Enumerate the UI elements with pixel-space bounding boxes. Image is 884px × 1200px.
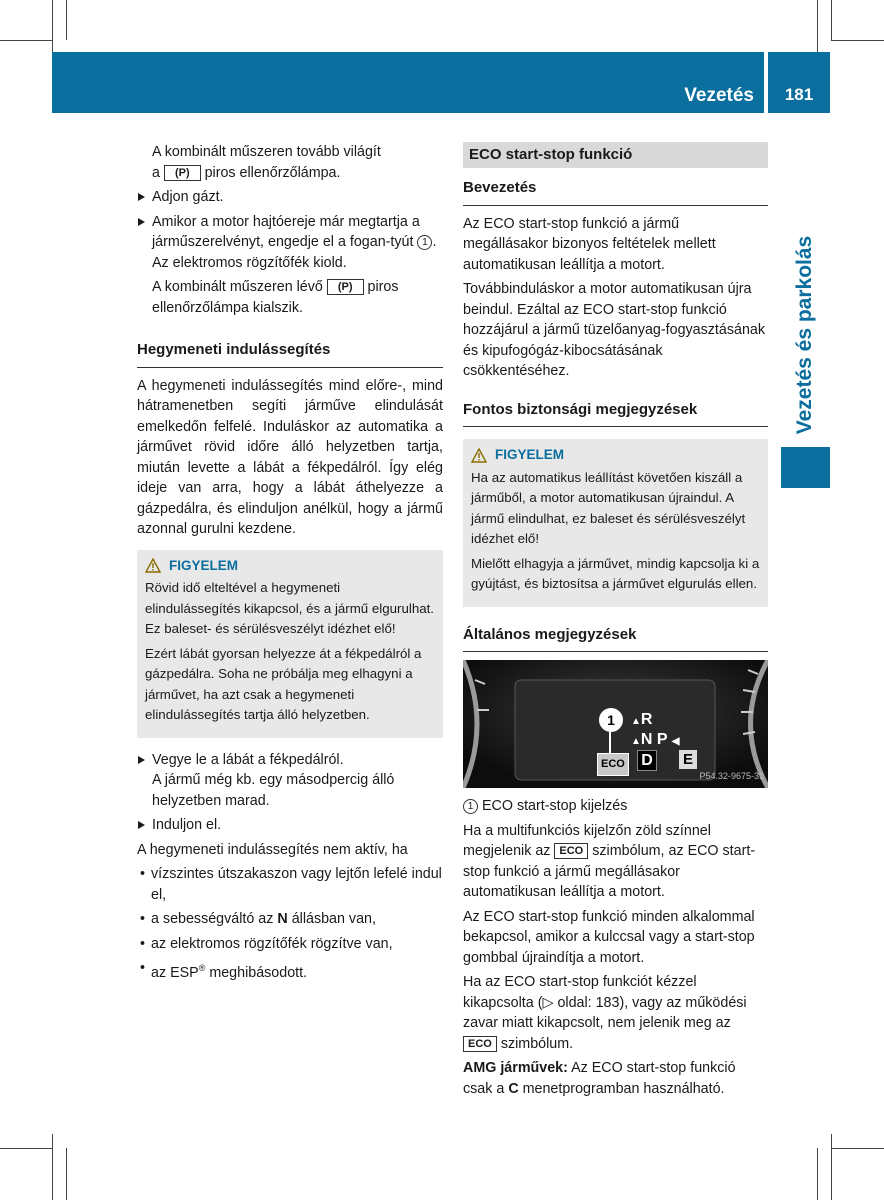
list-item: • vízszintes útszakaszon vagy lejtőn lefelé indul el, [137,864,443,905]
warning-text: Ezért lábát gyorsan helyezze át a fékpedálról a gázpedálra. Soha ne próbálja meg elhagyni a járművet, ha azt csak a hegymeneti elindulássegítés tartja álló helyzetben. [145,645,422,722]
text: Az ECO start-stop funkció csak a [463,1060,736,1097]
text: A kombinált műszeren tovább világít [152,144,381,160]
eco-symbol-icon: ECO [463,1036,497,1052]
header-bar [52,52,764,113]
paragraph: Az ECO start-stop funkció minden alkalommal bekapcsol, amikor a kulccsal vagy a start-stop gombbal újraindítja a motort. [463,908,755,966]
heading-safety: Fontos biztonsági megjegyzések [463,400,768,428]
heading-general: Általános megjegyzések [463,625,768,653]
gear-r: ▲R [631,711,653,728]
crop-mark [0,1148,52,1149]
text: AMG járművek: [463,1060,568,1076]
gear-d-indicator: D [637,750,657,771]
text: N [277,911,288,927]
right-column [463,142,768,1103]
step-item: Adjon gázt. [137,187,443,208]
crop-mark [52,0,53,52]
paragraph: Az ECO start-stop funkció a jármű megállásakor bizonyos feltételek mellett automatikusan leállítja a motort. [463,215,716,273]
callout-1-icon: 1 [463,799,478,814]
text: az ESP [151,964,199,981]
figure-code: P54.32-9675-31 [699,770,764,781]
paragraph [137,142,443,183]
text: piros ellenőrzőlámpa kialszik. [152,279,399,316]
crop-mark [66,0,67,40]
warning-triangle-icon [145,558,161,573]
crop-mark [66,1148,67,1200]
paragraph: A hegymeneti indulássegítés nem aktív, ha [137,841,408,858]
text: menetprogramban használható. [522,1080,725,1097]
text: a sebességváltó az [151,911,274,927]
page-number: 181 [784,85,814,104]
text: oldal: 183), vagy az működési zavar miatt kikapcsolt, nem jelenik meg az [463,994,747,1031]
warning-title [471,445,760,466]
parking-brake-lamp-icon: (P) [327,279,364,295]
crop-mark [817,0,818,52]
crop-mark [831,0,832,40]
gear-n-p: ▲N P ◀ [631,731,680,748]
text: Amikor a motor hajtóereje már megtartja a járműszerelvényt, engedje el a fogan-tyút [152,213,420,250]
text: szimbólum. [500,1035,574,1052]
text: Ha az ECO start-stop funkciót kézzel kikapcsolta ( [463,974,697,1011]
paragraph: A hegymeneti indulássegítés mind előre-, mind hátramenetben segíti járműve elindulását emelkedőn felfelé. Induláskor az automatika a járművet rövid időre álló helyzetben tartja, miután levette a lábát a fékpedálról. Így elég ideje van arra, hogy a lábát áthelyezze a gázpedálra, és elinduljon anélkül, hogy a jármű azonnal gurulni kezdene. [137,377,443,537]
text: C [508,1080,519,1097]
paragraph [463,821,768,903]
text: FIGYELEM [169,557,239,573]
text: ® [198,963,206,973]
text: A kombinált műszeren lévő [152,279,323,295]
list-item [137,909,443,930]
paragraph [137,277,443,318]
text: FIGYELEM [495,447,565,462]
heading-intro: Bevezetés [463,178,768,206]
side-section-label: Vezetés és parkolás [793,235,816,435]
parking-brake-lamp-icon: (P) [164,165,201,181]
instrument-cluster-figure [463,660,768,788]
warning-text: Rövid idő elteltével a hegymeneti elindulássegítés kikapcsol, és a jármű elgurulhat. Ez baleset- és sérülésveszélyt idézhet elő! [145,580,434,636]
text: meghibásodott. [209,964,308,981]
crop-mark [52,1134,53,1200]
text: piros ellenőrzőlámpa. [204,164,341,181]
crop-mark [831,1134,832,1200]
left-column [137,142,443,987]
text: szimbólum, az ECO start-stop funkció a jármű megállásakor automatikusan leállítja a motort. [463,843,756,900]
warning-box [463,439,768,607]
text: Az elektromos rögzítőfék kiold. [152,254,347,271]
text: Vegye le a lábát a fékpedálról. [152,751,344,768]
warning-title [145,556,435,577]
eco-symbol-icon: ECO [554,843,588,859]
text: A jármű még kb. egy másodpercig álló helyzetben marad. [152,772,395,809]
crop-mark [831,1148,884,1149]
step-item: Induljon el. [137,815,443,836]
text: Ha a multifunkciós kijelzőn zöld színnel megjelenik az [463,822,711,859]
callout-1-icon: 1 [417,235,432,250]
step-item [137,750,443,812]
warning-text: Mielőtt elhagyja a járművet, mindig kapcsolja ki a gyújtást, és biztosítsa a járművet elgurulás ellen. [471,555,760,591]
section-title-bar: ECO start-stop funkció [463,142,768,168]
text: ECO start-stop kijelzés [481,798,628,814]
crop-mark [817,1148,818,1200]
crop-mark [831,40,884,41]
crop-mark [0,40,52,41]
paragraph [463,1058,768,1099]
warning-triangle-icon [471,448,487,463]
paragraph [463,972,768,1054]
heading-hill-start: Hegymeneti indulássegítés [137,340,443,368]
step-item [137,212,443,274]
chapter-title: Vezetés [684,85,754,106]
page-ref-icon: ▷ [542,994,554,1011]
list-item: • az elektromos rögzítőfék rögzítve van, [137,934,443,955]
list-item [137,958,443,983]
figure-caption [463,796,768,817]
text: állásban van, [291,911,376,927]
warning-box [137,550,443,738]
page-number-box [768,52,830,113]
side-tab-marker [781,447,830,488]
text: a [152,164,160,181]
eco-indicator: ECO [597,753,629,776]
text: . [432,234,437,250]
program-e-indicator: E [679,750,697,769]
callout-1-icon: 1 [599,708,623,732]
warning-text: Ha az automatikus leállítást követően kiszáll a járműből, a motor automatikusan újraindul. A jármű elindulhat, ez baleset és sérülésveszélyt idézhet elő! [471,469,746,546]
paragraph: Továbbinduláskor a motor automatikusan újra beindul. Ezáltal az ECO start-stop funkció hozzájárul a jármű tüzelőanyag-fogyasztásának és kipufogógáz-kibocsátásának csökkentéséhez. [463,281,765,379]
